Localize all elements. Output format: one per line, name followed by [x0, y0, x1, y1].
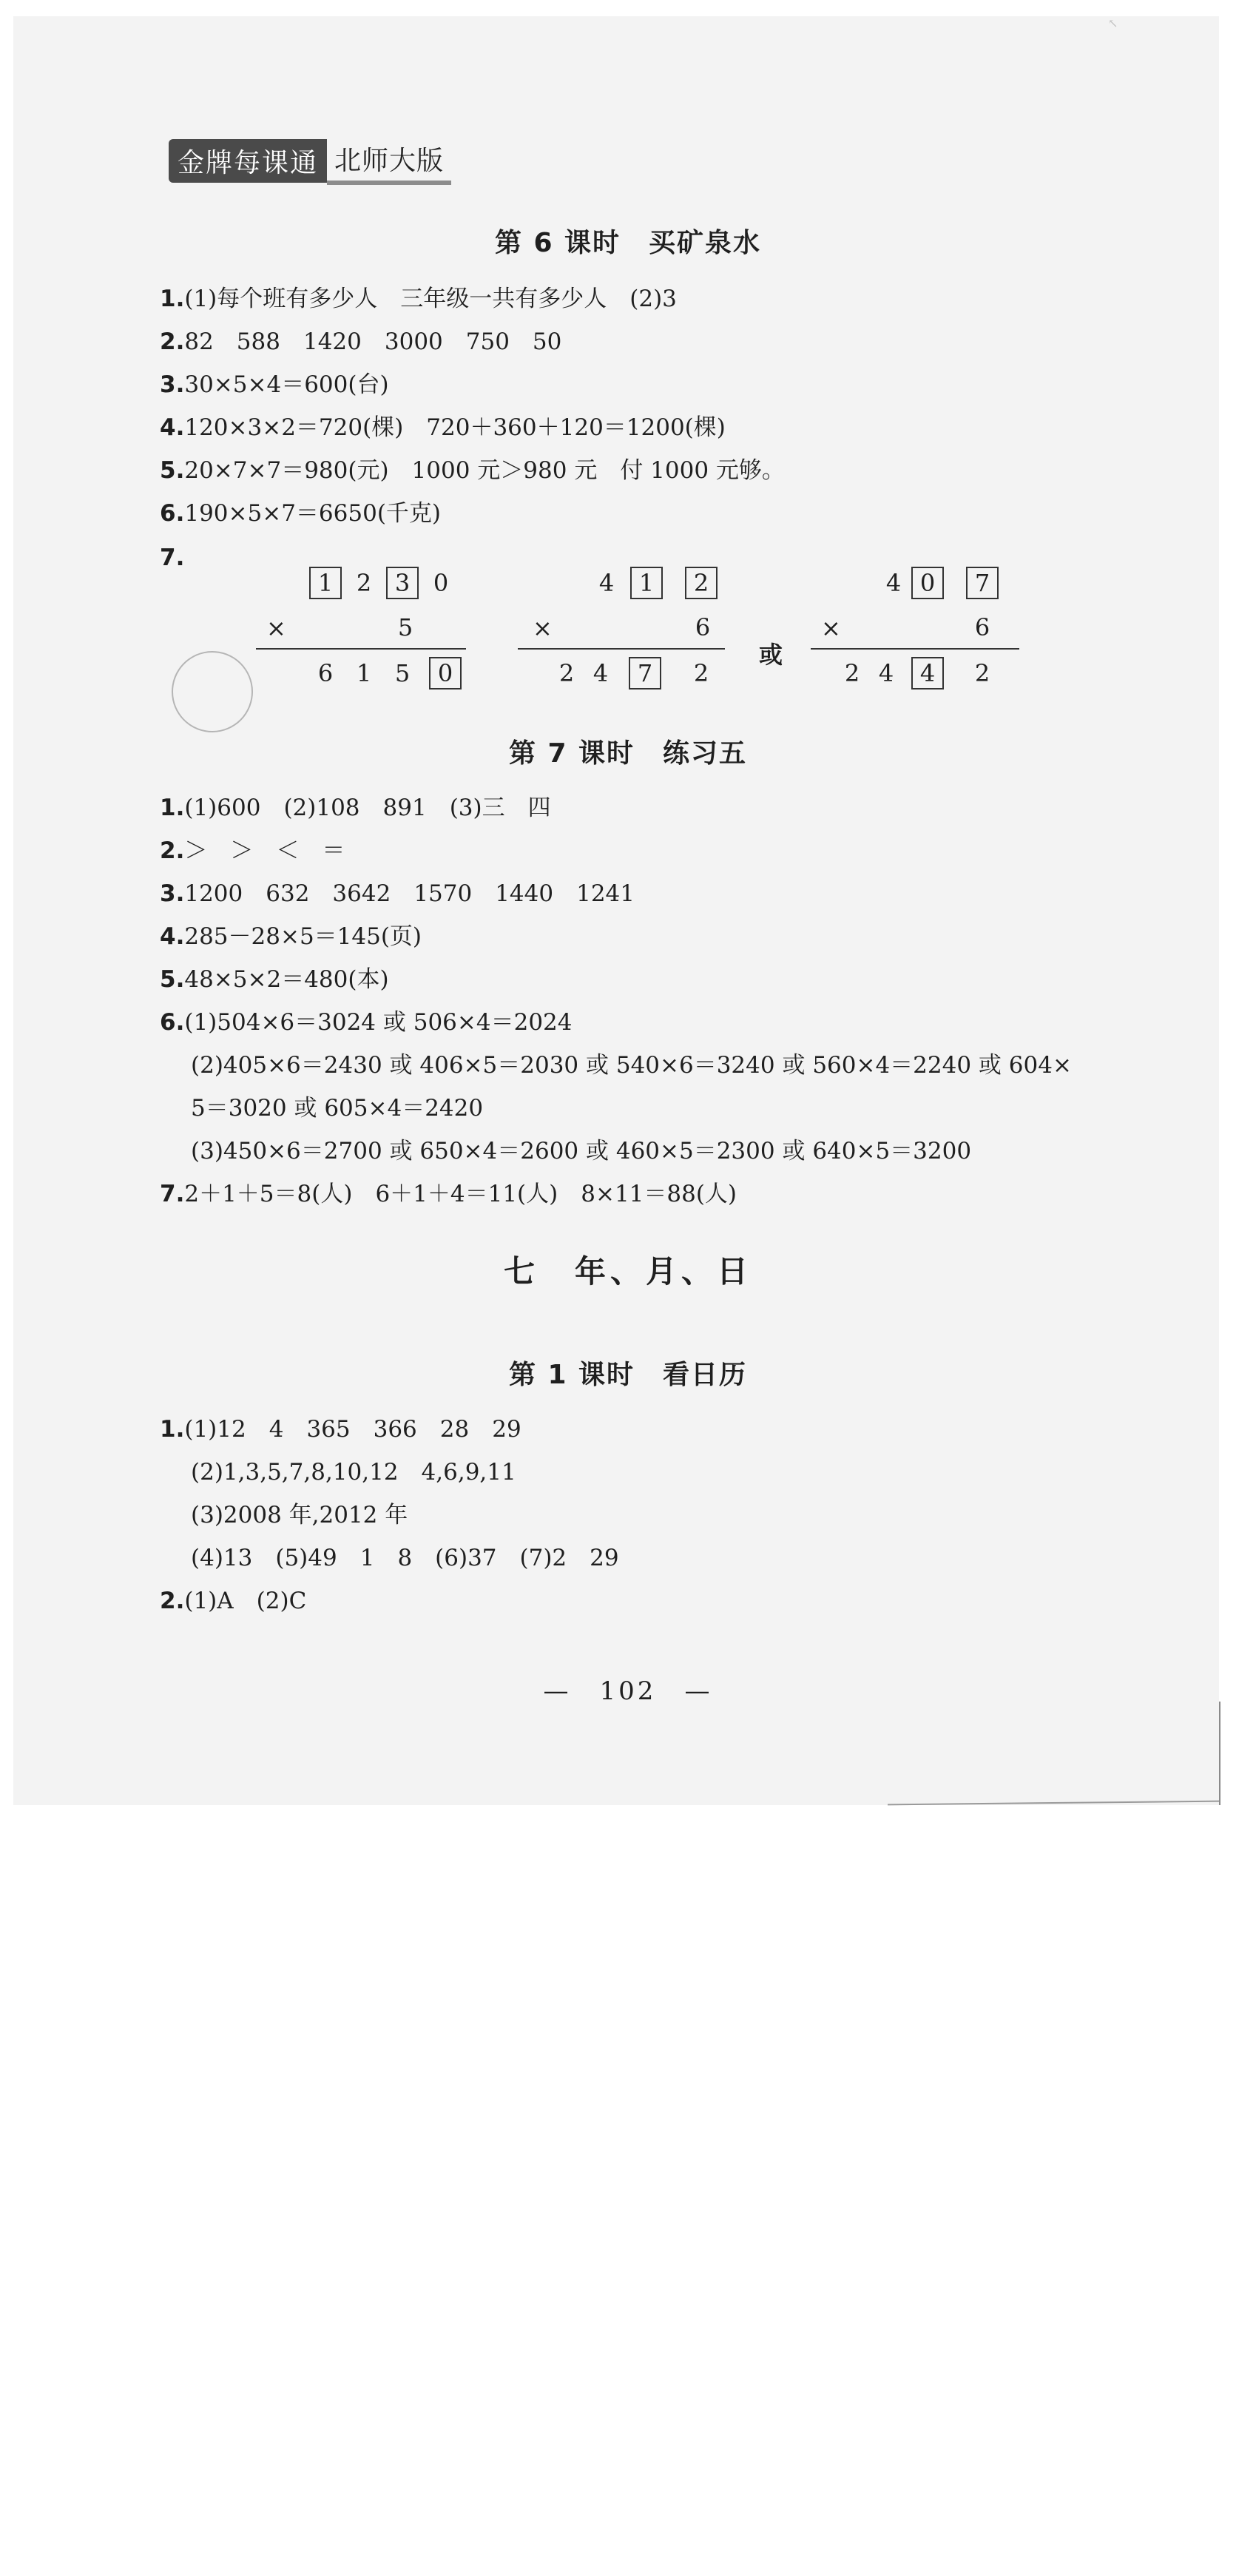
puzzle-digit: 1 [309, 567, 342, 599]
puzzle-digit: 7 [629, 657, 661, 689]
puzzle-digit: 1 [630, 567, 663, 599]
answer-line: (3)2008 年,2012 年 [191, 1502, 408, 1528]
answer-line: 5.20×7×7＝980(元) 1000 元＞980 元 付 1000 元够。 [160, 457, 785, 484]
puzzle-digit: 2 [685, 567, 718, 599]
answer-line: 5＝3020 或 605×4＝2420 [191, 1095, 484, 1122]
puzzle-digit: 6 [317, 659, 334, 687]
paper-right-edge [1219, 1702, 1220, 1805]
answer-line: 1.(1)600 (2)108 891 (3)三 四 [160, 795, 551, 821]
lesson6-title: 第 6 课时 买矿泉水 [494, 228, 762, 258]
lesson7-title: 第 7 课时 练习五 [508, 738, 748, 769]
answer-line: 2.82 588 1420 3000 750 50 [160, 328, 562, 355]
answer-line: 6.190×5×7＝6650(千克) [160, 500, 442, 527]
answer-line: (3)450×6＝2700 或 650×4＝2600 或 460×5＝2300 或 640×5＝3200 [191, 1138, 972, 1164]
unit7-lesson1-title: 第 1 课时 看日历 [508, 1360, 748, 1390]
puzzle-digit: 5 [394, 659, 411, 687]
answer-line: 1.(1)12 4 365 366 28 29 [160, 1416, 521, 1443]
answer-line: 1.(1)每个班有多少人 三年级一共有多少人 (2)3 [160, 286, 677, 312]
puzzle-digit: 4 [878, 659, 894, 687]
answer-line: (2)1,3,5,7,8,10,12 4,6,9,11 [191, 1459, 516, 1486]
puzzle-digit: 5 [397, 613, 413, 641]
answer-line: (4)13 (5)49 1 8 (6)37 (7)2 29 [191, 1545, 619, 1571]
puzzle-digit: 2 [693, 659, 709, 687]
answer-line: 4.120×3×2＝720(棵) 720＋360＋120＝1200(棵) [160, 414, 726, 441]
answer-line: 2.＞ ＞ ＜ ＝ [160, 837, 345, 864]
answer-line: 7. [160, 544, 185, 571]
puzzle-digit: 6 [695, 613, 711, 641]
times-sign: × [533, 614, 553, 642]
puzzle-digit: 2 [558, 659, 575, 687]
page-number: — 102 — [543, 1676, 713, 1706]
puzzle-digit: 4 [911, 657, 944, 689]
or-label: 或 [759, 641, 783, 669]
answer-line: (2)405×6＝2430 或 406×5＝2030 或 540×6＝3240 或 560×4＝2240 或 604× [191, 1052, 1072, 1079]
answer-line: 4.285－28×5＝145(页) [160, 923, 422, 950]
sum-rule [518, 648, 725, 650]
times-sign: × [821, 614, 841, 642]
book-header [169, 137, 451, 185]
puzzle-digit: 0 [433, 569, 449, 597]
answer-line: 3.30×5×4＝600(台) [160, 371, 389, 398]
puzzle-digit: 2 [356, 569, 372, 597]
puzzle-digit: 4 [592, 659, 609, 687]
puzzle-digit: 2 [974, 659, 990, 687]
puzzle-digit: 4 [885, 569, 902, 597]
sum-rule [811, 648, 1019, 650]
puzzle-digit: 2 [844, 659, 860, 687]
puzzle-digit: 4 [598, 569, 615, 597]
answer-line: 5.48×5×2＝480(本) [160, 966, 389, 993]
puzzle-digit: 0 [911, 567, 944, 599]
puzzle-digit: 3 [386, 567, 419, 599]
puzzle-digit: 7 [966, 567, 999, 599]
puzzle-digit: 6 [974, 613, 990, 641]
answer-line: 2.(1)A (2)C [160, 1588, 307, 1614]
sum-rule [256, 648, 466, 650]
unit7-title: 七 年、月、日 [503, 1253, 752, 1289]
corner-mark: ↖ [1108, 16, 1118, 30]
answer-line: 7.2＋1＋5＝8(人) 6＋1＋4＝11(人) 8×11＝88(人) [160, 1181, 737, 1207]
answer-line: 6.(1)504×6＝3024 或 506×4＝2024 [160, 1009, 573, 1036]
puzzle-digit: 1 [356, 659, 372, 687]
brand-label: 金牌每课通 [169, 139, 327, 183]
answer-line: 3.1200 632 3642 1570 1440 1241 [160, 880, 635, 907]
puzzle-digit: 0 [429, 657, 462, 689]
times-sign: × [266, 614, 286, 642]
edition-label: 北师大版 [327, 137, 451, 185]
